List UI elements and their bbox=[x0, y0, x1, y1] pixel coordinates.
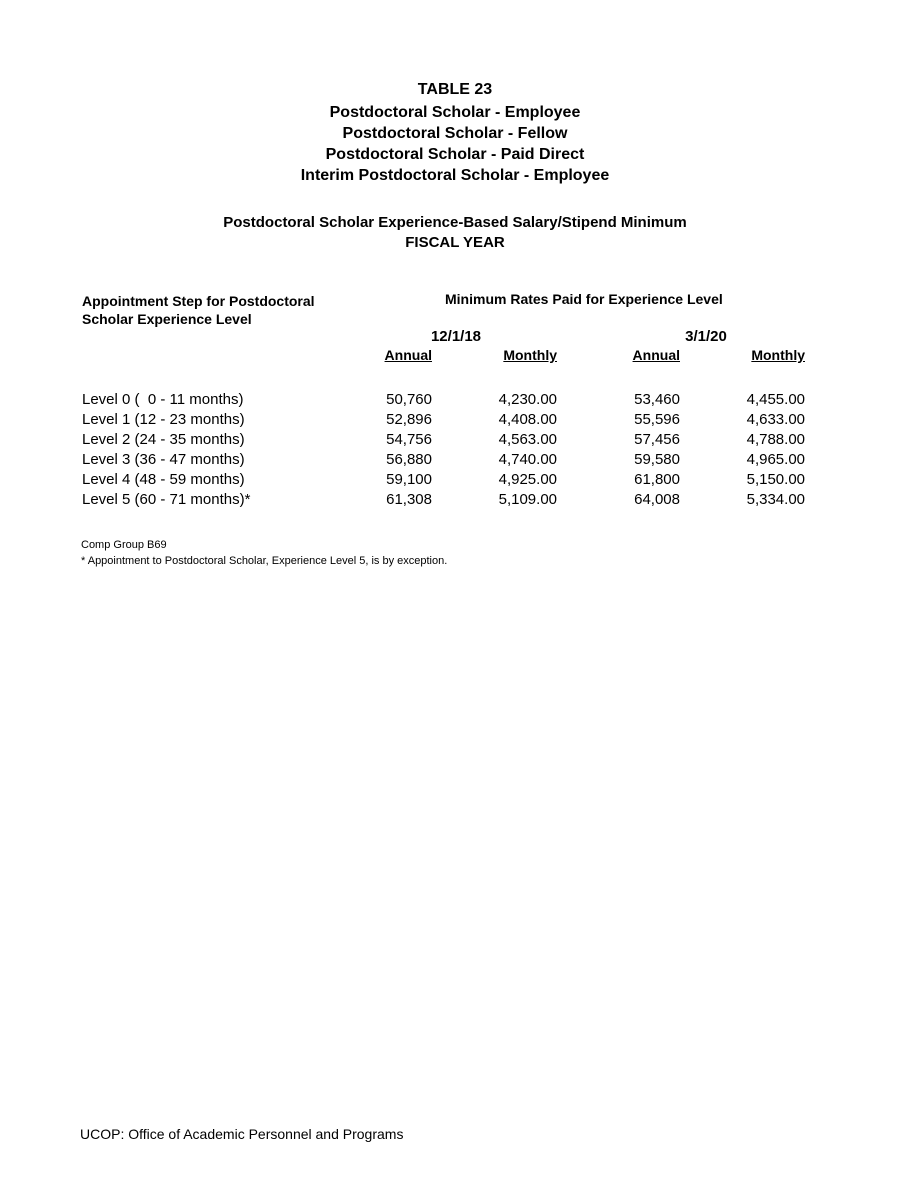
cell-value: 4,455.00 bbox=[746, 390, 805, 408]
title-line: Postdoctoral Scholar - Employee bbox=[329, 104, 581, 121]
footer-credit: UCOP: Office of Academic Personnel and Programs bbox=[80, 1126, 404, 1142]
cell-value: 61,800 bbox=[634, 470, 680, 488]
spacer-row bbox=[82, 369, 805, 389]
cell-value: 59,100 bbox=[386, 470, 432, 488]
cell-value: 61,308 bbox=[386, 490, 432, 508]
column-header-annual-1: Annual bbox=[384, 347, 432, 363]
subtitle-block bbox=[0, 213, 910, 253]
table-row bbox=[82, 429, 805, 449]
cell-value: 5,334.00 bbox=[746, 490, 805, 508]
comp-group-note: Comp Group B69 bbox=[81, 539, 167, 551]
cell-value: 59,580 bbox=[634, 450, 680, 468]
row-axis-header bbox=[82, 292, 315, 328]
cell-value: 50,760 bbox=[386, 390, 432, 408]
cell-value: 55,596 bbox=[634, 410, 680, 428]
row-axis-header-line: Appointment Step for Postdoctoral bbox=[82, 293, 315, 309]
column-group-header: Minimum Rates Paid for Experience Level bbox=[445, 291, 723, 307]
row-label: Level 3 (36 - 47 months) bbox=[82, 450, 245, 468]
sub-header-row bbox=[82, 347, 805, 369]
cell-value: 4,965.00 bbox=[746, 450, 805, 468]
table-row bbox=[82, 389, 805, 409]
cell-value: 56,880 bbox=[386, 450, 432, 468]
cell-value: 4,563.00 bbox=[498, 430, 557, 448]
cell-value: 4,633.00 bbox=[746, 410, 805, 428]
column-header-monthly-2: Monthly bbox=[751, 347, 805, 363]
row-label: Level 0 ( 0 - 11 months) bbox=[82, 390, 244, 408]
cell-value: 64,008 bbox=[634, 490, 680, 508]
table-row bbox=[82, 409, 805, 429]
cell-value: 4,740.00 bbox=[498, 450, 557, 468]
title-line: Interim Postdoctoral Scholar - Employee bbox=[300, 167, 610, 184]
cell-value: 4,230.00 bbox=[498, 390, 557, 408]
exception-footnote: * Appointment to Postdoctoral Scholar, Experience Level 5, is by exception. bbox=[81, 555, 448, 567]
table-row bbox=[82, 469, 805, 489]
cell-value: 4,408.00 bbox=[498, 410, 557, 428]
column-header-monthly-1: Monthly bbox=[503, 347, 557, 363]
row-label: Level 4 (48 - 59 months) bbox=[82, 470, 245, 488]
title-line: Postdoctoral Scholar - Fellow bbox=[342, 125, 568, 142]
title-line: Postdoctoral Scholar - Paid Direct bbox=[325, 146, 585, 163]
column-header-annual-2: Annual bbox=[632, 347, 680, 363]
row-label: Level 5 (60 - 71 months)* bbox=[82, 490, 251, 508]
cell-value: 57,456 bbox=[634, 430, 680, 448]
row-label: Level 1 (12 - 23 months) bbox=[82, 410, 245, 428]
row-axis-header-line: Scholar Experience Level bbox=[82, 311, 252, 327]
table-row bbox=[82, 449, 805, 469]
date-group-label-first: 12/1/18 bbox=[430, 328, 482, 345]
cell-value: 54,756 bbox=[386, 430, 432, 448]
cell-value: 5,150.00 bbox=[746, 470, 805, 488]
title-block bbox=[0, 102, 910, 186]
table-number-heading: TABLE 23 bbox=[417, 81, 493, 98]
sub-header-empty bbox=[82, 347, 382, 369]
table-row bbox=[82, 489, 805, 509]
cell-value: 52,896 bbox=[386, 410, 432, 428]
cell-value: 4,925.00 bbox=[498, 470, 557, 488]
salary-rates-table bbox=[82, 347, 805, 509]
row-label: Level 2 (24 - 35 months) bbox=[82, 430, 245, 448]
subtitle-line: FISCAL YEAR bbox=[405, 234, 505, 251]
cell-value: 53,460 bbox=[634, 390, 680, 408]
date-group-label-second: 3/1/20 bbox=[685, 328, 727, 345]
cell-value: 4,788.00 bbox=[746, 430, 805, 448]
subtitle-line: Postdoctoral Scholar Experience-Based Salary/Stipend Minimum bbox=[223, 214, 687, 231]
cell-value: 5,109.00 bbox=[498, 490, 557, 508]
